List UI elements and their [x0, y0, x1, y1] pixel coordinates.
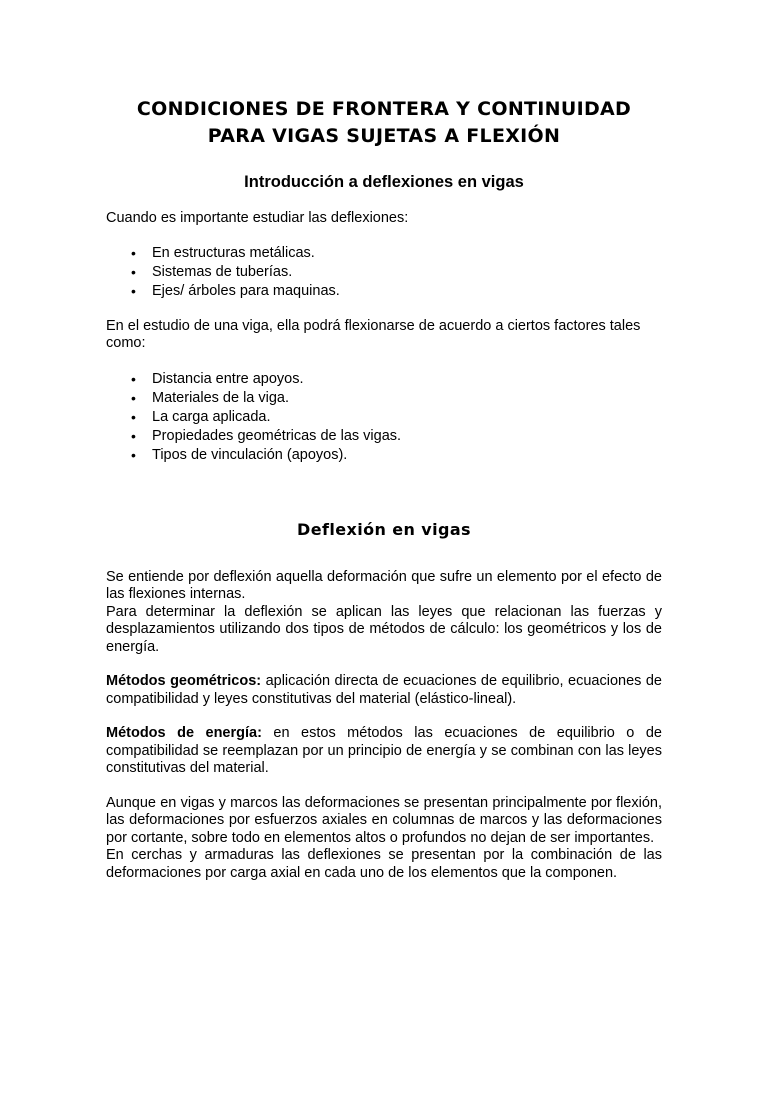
- energy-methods-text: en estos métodos las ecuaciones de equilibrio o de compatibilidad se reemplazan por un principio de energía y se combinan con las leyes constitutivas del material.: [106, 725, 662, 776]
- bullet-icon: •: [131, 244, 136, 261]
- list-item-text: En estructuras metálicas.: [152, 244, 315, 261]
- list-item-text: Sistemas de tuberías.: [152, 263, 293, 280]
- bullet-icon: •: [131, 427, 136, 444]
- document-title-line-2: PARA VIGAS SUJETAS A FLEXIÓN: [207, 125, 561, 147]
- list-item: [106, 408, 662, 427]
- deflexion-definition-paragraph: Se entiende por deflexión aquella deformación que sufre un elemento por el efecto de las flexiones internas.: [106, 568, 662, 602]
- factors-bullet-list: [106, 370, 662, 465]
- bullet-icon: •: [131, 263, 136, 280]
- intro-bullet-list: [106, 244, 662, 301]
- list-item: [106, 282, 662, 301]
- geometric-methods-text: aplicación directa de ecuaciones de equilibrio, ecuaciones de compatibilidad y leyes constitutivas del material (elástico-lineal).: [106, 673, 662, 707]
- list-item: [106, 389, 662, 408]
- energy-methods-paragraph: [106, 725, 662, 778]
- list-item-text: Tipos de vinculación (apoyos).: [152, 446, 348, 463]
- section-heading-deflexion: Deflexión en vigas: [297, 519, 471, 539]
- bullet-icon: •: [131, 370, 136, 387]
- list-item: [106, 427, 662, 446]
- list-item: [106, 244, 662, 263]
- document-title: [106, 96, 662, 150]
- frames-deformation-paragraph: Aunque en vigas y marcos las deformaciones se presentan principalmente por flexión, las deformaciones por esfuerzos axiales en columnas de marcos y las deformaciones por cortante, sobre todo en elementos altos o profundos no dejan de ser importantes.: [106, 794, 662, 846]
- list-item: [106, 370, 662, 389]
- bullet-icon: •: [131, 446, 136, 463]
- deflexion-methods-paragraph: Para determinar la deflexión se aplican las leyes que relacionan las fuerzas y desplazamientos utilizando dos tipos de métodos de cálculo: los geométricos y los de energía.: [106, 603, 662, 655]
- list-item-text: Propiedades geométricas de las vigas.: [152, 427, 402, 444]
- geometric-methods-label: Métodos geométricos:: [106, 673, 262, 689]
- intro-lead-paragraph: Cuando es importante estudiar las deflexiones:: [106, 210, 409, 226]
- energy-methods-label: Métodos de energía:: [106, 725, 262, 741]
- document-page: [0, 96, 768, 1120]
- trusses-deformation-paragraph: En cerchas y armaduras las deflexiones se presentan por la combinación de las deformaciones por carga axial en cada uno de los elementos que la componen.: [106, 847, 662, 881]
- bullet-icon: •: [131, 282, 136, 299]
- list-item-text: La carga aplicada.: [152, 408, 271, 425]
- geometric-methods-paragraph: [106, 673, 662, 708]
- list-item: [106, 446, 662, 465]
- factors-paragraph: En el estudio de una viga, ella podrá flexionarse de acuerdo a ciertos factores tales como:: [106, 317, 641, 351]
- list-item-text: Ejes/ árboles para maquinas.: [152, 282, 340, 299]
- intro-heading: Introducción a deflexiones en vigas: [244, 173, 524, 191]
- list-item: [106, 263, 662, 282]
- document-title-line-1: CONDICIONES DE FRONTERA Y CONTINUIDAD: [136, 98, 632, 120]
- bullet-icon: •: [131, 389, 136, 406]
- list-item-text: Materiales de la viga.: [152, 389, 290, 406]
- bullet-icon: •: [131, 408, 136, 425]
- list-item-text: Distancia entre apoyos.: [152, 370, 304, 387]
